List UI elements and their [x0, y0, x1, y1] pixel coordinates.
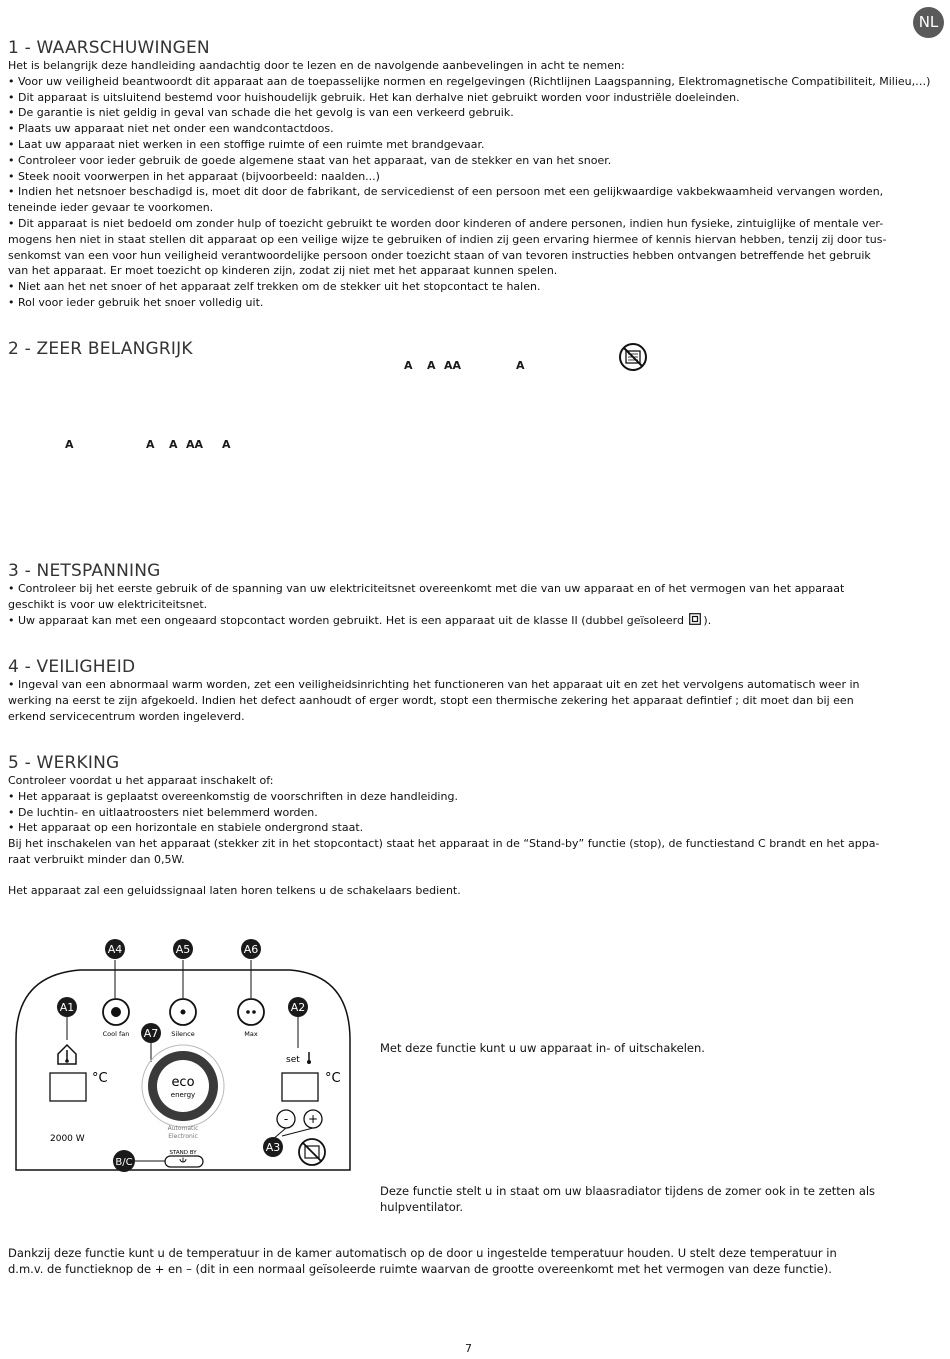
cool-fan-description — [380, 1184, 940, 1216]
beep-note: Het apparaat zal een geluidssignaal laten horen telkens u de schakelaars bedient. — [8, 884, 461, 897]
electronic-label: Electronic — [168, 1133, 198, 1140]
energy-label: energy — [170, 1091, 196, 1099]
text-line — [8, 613, 943, 629]
ref-letter: A — [516, 359, 525, 372]
ref-letter: AA — [444, 359, 462, 372]
text-line: • Voor uw veiligheid beantwoordt dit apparaat aan de toepasselijke normen en regelgevingen (Richtlijnen Laagspanning, Elektromagnetische Compatibiliteit, Milieu,…) — [8, 74, 931, 88]
section-5-body — [8, 773, 943, 868]
ref-letter: A — [65, 438, 74, 451]
section-2-title: 2 - ZEER BELANGRIJK — [8, 339, 193, 359]
callout-label: A3 — [265, 1141, 281, 1154]
max-button — [238, 999, 264, 1038]
text-line: hulpventilator. — [380, 1199, 464, 1214]
text-line: • De luchtin- en uitlaatroosters niet belemmerd worden. — [8, 805, 318, 819]
plus-button — [304, 1110, 322, 1128]
callout-a3 — [263, 1137, 283, 1157]
text-line: • Niet aan het net snoer of het apparaat zelf trekken om de stekker uit het stopcontact te halen. — [8, 280, 541, 294]
thermometer-icon — [307, 1052, 311, 1064]
callout-a4 — [105, 939, 125, 959]
callout-label: A5 — [175, 943, 191, 956]
silence-button — [170, 999, 196, 1038]
text-line: teneinde ieder gevaar te voorkomen. — [8, 201, 214, 215]
panel-do-not-cover-icon — [299, 1139, 325, 1165]
callout-a2 — [288, 997, 308, 1017]
text-line: senkomst van een voor hun veiligheid verantwoordelijke persoon onder toezicht staan of van tevoren instructies hebben ontvangen betreffende het gebruik — [8, 248, 871, 262]
section-4-title: 4 - VEILIGHEID — [8, 657, 136, 677]
silence-label: Silence — [171, 1030, 195, 1038]
onoff-description: Met deze functie kunt u uw apparaat in- of uitschakelen. — [380, 1041, 705, 1055]
callout-a5 — [173, 939, 193, 959]
automatic-label: Automatic — [167, 1125, 199, 1132]
svg-text:-: - — [283, 1112, 289, 1126]
callout-label: B/C — [115, 1157, 133, 1168]
control-panel-diagram — [0, 930, 370, 1190]
text-line: • Het apparaat op een horizontale en stabiele ondergrond staat. — [8, 821, 364, 835]
text-line: Controleer voordat u het apparaat inschakelt of: — [8, 774, 274, 787]
svg-text:+: + — [307, 1112, 319, 1126]
right-unit: °C — [325, 1071, 341, 1086]
ref-letter: A — [427, 359, 436, 372]
callout-bc — [113, 1150, 135, 1172]
callout-label: A4 — [107, 943, 123, 956]
cool-fan-button — [103, 999, 130, 1038]
section-1-title: 1 - WAARSCHUWINGEN — [8, 38, 210, 58]
callout-label: A1 — [59, 1001, 75, 1014]
standby-label: STAND BY — [169, 1150, 197, 1156]
text-line: • Plaats uw apparaat niet net onder een wandcontactdoos. — [8, 122, 334, 136]
left-unit: °C — [92, 1071, 108, 1086]
section-3-title: 3 - NETSPANNING — [8, 561, 161, 581]
do-not-cover-icon — [618, 342, 648, 372]
text-line: • Rol voor ieder gebruik het snoer volledig uit. — [8, 295, 264, 309]
text-line: • Dit apparaat is uitsluitend bestemd voor huishoudelijk gebruik. Het kan derhalve niet gebruikt worden voor industriële doeleinden. — [8, 90, 740, 104]
room-temp-display — [50, 1073, 86, 1101]
ref-letter: AA — [186, 438, 204, 451]
text-line: • Controleer bij het eerste gebruik of de spanning van uw elektriciteitsnet overeenkomt met die van uw apparaat en of het vermogen van het apparaat — [8, 582, 845, 595]
section-4-body — [8, 677, 943, 724]
minus-button — [277, 1110, 295, 1128]
ref-letter: A — [169, 438, 178, 451]
language-badge: NL — [913, 7, 944, 38]
text-line: Deze functie stelt u in staat om uw blaasradiator tijdens de zomer ook in te zetten als — [380, 1184, 876, 1198]
section-1-body — [8, 58, 943, 311]
set-temp-display — [282, 1073, 318, 1101]
text-line: • De garantie is niet geldig in geval van schade die het gevolg is van een verkeerd gebruik. — [8, 106, 514, 120]
text-line: • Ingeval van een abnormaal warm worden, zet een veiligheidsinrichting het functioneren van het apparaat uit en zet het vervolgens automatisch weer in — [8, 678, 860, 691]
eco-label: eco — [171, 1075, 195, 1090]
ref-letter: A — [222, 438, 231, 451]
page-number: 7 — [465, 1342, 472, 1355]
text-line: Bij het inschakelen van het apparaat (stekker zit in het stopcontact) staat het apparaat in de “Stand-by” functie (stop), de functiestand C brandt en het appa- — [8, 837, 880, 851]
power-icon — [180, 1158, 186, 1163]
text-line: • Dit apparaat is niet bedoeld om zonder hulp of toezicht gebruikt te worden door kinderen of andere personen, indien hun fysieke, zintuiglijke of mentale ver- — [8, 216, 884, 230]
callout-label: A2 — [290, 1001, 306, 1014]
max-label: Max — [244, 1030, 258, 1038]
text-line: Dankzij deze functie kunt u de temperatuur in de kamer automatisch op de door u ingestelde temperatuur houden. U stelt deze temperatuur in — [8, 1246, 837, 1260]
text-line: d.m.v. de functieknop de + en – (dit in een normaal geïsoleerde ruimte waarvan de grootte overeenkomt met het vermogen van deze functie). — [8, 1261, 832, 1276]
text-line: • Indien het netsnoer beschadigd is, moet dit door de fabrikant, de servicedienst of een persoon met een gelijkwaardige vakbekwaamheid vervangen worden, — [8, 185, 884, 199]
ref-letter: A — [404, 359, 413, 372]
cool-fan-label: Cool fan — [102, 1030, 130, 1038]
ref-letter: A — [146, 438, 155, 451]
text-line: raat verbruikt minder dan 0,5W. — [8, 852, 185, 866]
room-temperature-icon — [58, 1045, 76, 1064]
callout-a6 — [241, 939, 261, 959]
power-rating: 2000 W — [50, 1134, 85, 1144]
callout-label: A7 — [143, 1027, 159, 1040]
thermostat-description — [8, 1246, 943, 1278]
text-fragment: • Uw apparaat kan met een ongeaard stopcontact worden gebruikt. Het is een apparaat uit de klasse II (dubbel geïsoleerd — [8, 613, 684, 627]
class-ii-double-insulation-icon — [689, 613, 701, 625]
text-line: geschikt is voor uw elektriciteitsnet. — [8, 597, 208, 611]
text-fragment: ). — [703, 613, 712, 627]
text-line: Het is belangrijk deze handleiding aandachtig door te lezen en de navolgende aanbevelingen in acht te nemen: — [8, 59, 625, 72]
text-line: mogens hen niet in staat stellen dit apparaat op een veilige wijze te gebruiken of indien zij geen ervaring hiermee of kennis hiervan hebben, tenzij zij door tus- — [8, 232, 887, 246]
text-line: erkend servicecentrum worden ingeleverd. — [8, 709, 245, 723]
text-line: van het apparaat. Er moet toezicht op kinderen zijn, zodat zij niet met het apparaat kunnen spelen. — [8, 264, 558, 278]
section-5-title: 5 - WERKING — [8, 753, 120, 773]
text-line: • Steek nooit voorwerpen in het apparaat (bijvoorbeeld: naalden...) — [8, 169, 380, 183]
text-line: werking na eerst te zijn afgekoeld. Indien het defect aanhoudt of erger wordt, stopt een thermische zekering het apparaat defintief ; dit moet dan bij een — [8, 693, 854, 707]
callout-a1 — [57, 997, 77, 1017]
callout-a7 — [141, 1023, 161, 1043]
text-line: • Controleer voor ieder gebruik de goede algemene staat van het apparaat, van de stekker en van het snoer. — [8, 153, 612, 167]
callout-label: A6 — [243, 943, 259, 956]
set-label: set — [286, 1055, 300, 1065]
section-3-body — [8, 581, 943, 628]
text-line: • Laat uw apparaat niet werken in een stoffige ruimte of een ruimte met brandgevaar. — [8, 137, 485, 151]
text-line: • Het apparaat is geplaatst overeenkomstig de voorschriften in deze handleiding. — [8, 789, 458, 803]
